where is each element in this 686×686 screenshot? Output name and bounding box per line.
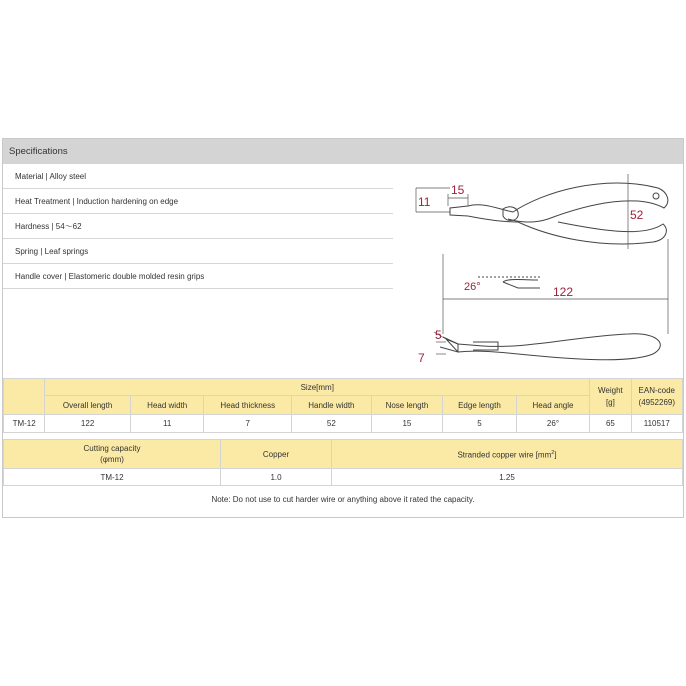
col-nose-length: Nose length [371,396,443,415]
stranded-close: ] [554,450,557,460]
weight-cell: 65 [590,415,631,433]
overall-length-cell: 122 [45,415,131,433]
dim-head-angle: 26° [464,281,481,293]
spec-spring: Spring | Leaf springs [3,239,393,264]
pliers-diagram [398,164,683,379]
dim-edge-length: 5 [435,328,442,342]
pliers-side-handle [446,334,660,360]
capacity-header [4,440,221,469]
capacity-label: Cutting capacity [83,444,141,453]
ean-cell: 110517 [631,415,682,433]
pliers-head [450,206,468,216]
weight-unit: [g] [605,397,615,407]
model-header-cell [4,379,45,415]
table-row [4,415,683,433]
spec-handle-cover: Handle cover | Elastomeric double molded resin grips [3,264,393,289]
spec-material: Material | Alloy steel [3,164,393,189]
nose-length-cell: 15 [371,415,443,433]
dim-nose-length: 15 [451,183,465,197]
col-handle-width: Handle width [292,396,372,415]
panel-title: Specifications [3,139,683,164]
head-width-cell: 11 [130,415,204,433]
stranded-label: Stranded copper wire [mm [457,450,552,460]
dim-overall-length: 122 [553,285,574,299]
stranded-header [332,440,683,469]
col-head-thickness: Head thickness [204,396,292,415]
size-group-header: Size[mm] [45,379,590,396]
col-edge-length: Edge length [443,396,517,415]
dim-head-width: 11 [418,195,431,209]
handle-width-cell: 52 [292,415,372,433]
copper-cell: 1.0 [221,469,332,486]
table-row [4,469,683,486]
head-angle-cell: 26° [516,415,590,433]
head-thickness-cell: 7 [204,415,292,433]
specifications-panel [2,138,684,518]
spec-hardness: Hardness | 54〜62 [3,214,393,239]
ean-header [631,379,682,415]
weight-header [590,379,631,415]
dim-head-thickness: 7 [418,351,425,365]
stranded-sup: 2 [551,449,555,456]
model-cell: TM-12 [4,415,45,433]
spec-heat-treatment: Heat Treatment | Induction hardening on edge [3,189,393,214]
dim-handle-width: 52 [630,208,644,222]
size-table [3,378,683,433]
usage-note: Note: Do not use to cut harder wire or anything above it rated the capacity. [211,495,475,504]
capacity-table [3,439,683,486]
spec-list [3,164,393,289]
col-overall-length: Overall length [45,396,131,415]
ean-label: EAN-code [638,385,675,395]
weight-label: Weight [598,385,623,395]
col-head-angle: Head angle [516,396,590,415]
stranded-cell: 1.25 [332,469,683,486]
edge-length-cell: 5 [443,415,517,433]
copper-header: Copper [221,440,332,469]
capacity-unit: (φmm) [100,455,124,464]
capacity-model-cell: TM-12 [4,469,221,486]
ean-prefix: (4952269) [638,397,676,407]
col-head-width: Head width [130,396,204,415]
